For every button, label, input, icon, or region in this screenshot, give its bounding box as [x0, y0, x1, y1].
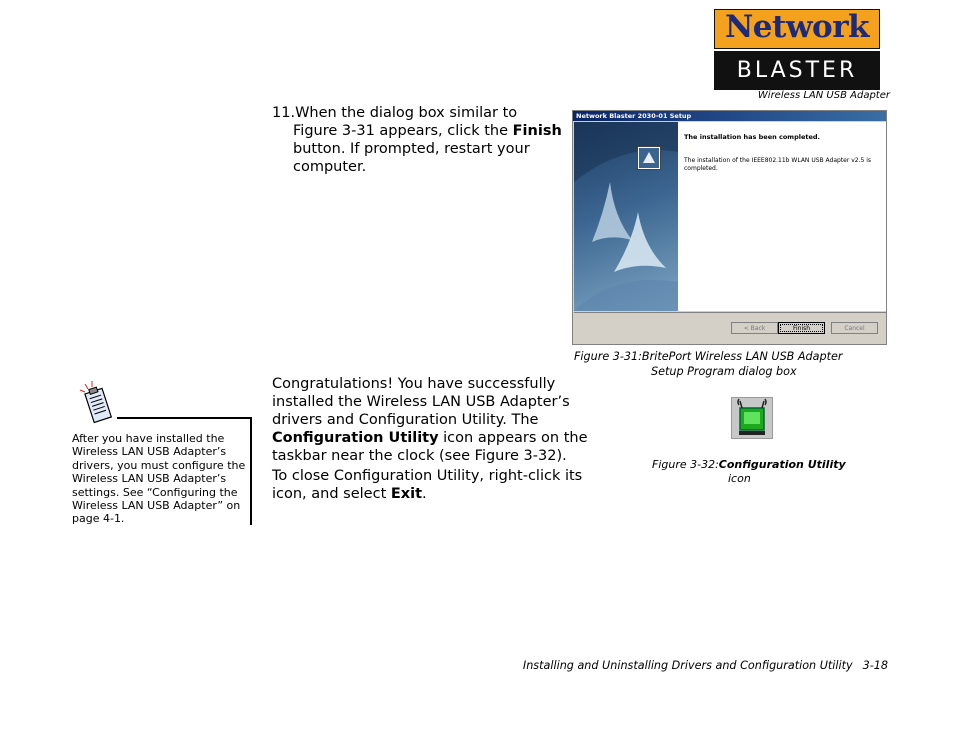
step-text-before: When the dialog box similar to Figure 3-31 appears, click the [293, 105, 518, 139]
step-number: 11. [272, 105, 296, 121]
dialog-titlebar: Network Blaster 2030-01 Setup [573, 111, 886, 121]
close-utility-paragraph [272, 467, 602, 503]
close-bold-exit: Exit [390, 486, 423, 502]
setup-dialog-screenshot [572, 110, 887, 345]
page-footer [420, 659, 888, 672]
figure-3-32-bold: Configuration Utility [718, 458, 846, 471]
logo-bottom-panel [714, 51, 880, 90]
congrats-bold: Configuration Utility [272, 430, 439, 446]
figure-3-32-line2: icon [728, 472, 751, 485]
note-rule-horizontal [117, 417, 252, 419]
logo-subtitle: Wireless LAN USB Adapter [757, 90, 890, 101]
sail-graphic [574, 122, 678, 311]
dialog-heading: The installation has been completed. [684, 133, 821, 141]
logo-word-network: Network [724, 9, 870, 45]
figure-3-31-caption-line1: Figure 3-31:BritePort Wireless LAN USB Adapter [574, 350, 843, 363]
dialog-side-graphic [574, 122, 678, 311]
dialog-message: The installation of the IEEE802.11b WLAN USB Adapter v2.5 is completed. [684, 157, 872, 172]
logo-word-blaster: BLASTER [736, 58, 858, 83]
back-button[interactable]: < Back [731, 322, 778, 334]
figure-3-32-caption [652, 458, 882, 486]
figure-3-32-prefix: Figure 3-32: [652, 458, 719, 471]
note-rule-vertical [250, 417, 252, 525]
close-text-before: To close Configuration Utility, right-click its icon, and select [272, 468, 583, 502]
step-bold-finish: Finish [512, 123, 562, 139]
note-text: After you have installed the Wireless LAN USB Adapter’s drivers, you must configure the Wireless LAN USB Adapter’s settings. See “Configuring the Wireless LAN USB Adapter” on page 4-1. [72, 432, 246, 526]
page-number: 3-18 [862, 659, 888, 672]
footer-title: Installing and Uninstalling Drivers and Configuration Utility [522, 659, 853, 672]
setup-icon [637, 146, 661, 170]
dialog-separator [574, 312, 886, 313]
note-pad-icon [76, 380, 116, 428]
step-11 [272, 104, 562, 176]
figure-3-31-caption-line2: Setup Program dialog box [651, 365, 797, 378]
congrats-text-after: icon appears on the taskbar near the clock (see Figure 3-32). [272, 430, 588, 464]
cancel-button[interactable]: Cancel [831, 322, 878, 334]
step-text-after: button. If prompted, restart your computer. [293, 141, 530, 175]
congrats-text-before: Congratulations! You have successfully installed the Wireless LAN USB Adapter’s drivers and Configuration Utility. The [272, 376, 570, 428]
dialog-content [678, 122, 886, 311]
finish-button[interactable]: Finish [778, 322, 825, 334]
logo-top-panel [714, 9, 880, 49]
figure-3-31-caption [574, 349, 874, 379]
close-text-after: . [422, 486, 427, 502]
network-blaster-logo [714, 9, 880, 90]
congratulations-paragraph [272, 375, 602, 465]
configuration-utility-icon [731, 397, 773, 439]
